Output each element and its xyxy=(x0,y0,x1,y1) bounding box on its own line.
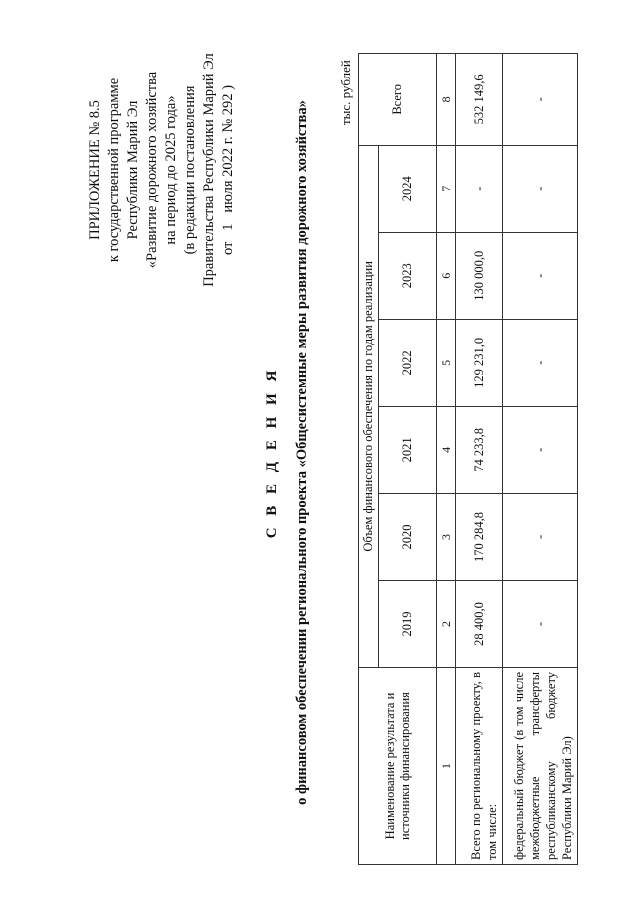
row-name: федеральный бюджет (в том числе межбюджетные трансферты республиканскому бюджету Республики Марий Эл) xyxy=(503,668,578,865)
row-value: 532 149,6 xyxy=(456,54,503,146)
column-index: 1 xyxy=(437,668,456,865)
appendix-line: Республики Марий Эл xyxy=(125,100,141,240)
row-value: 129 231,0 xyxy=(456,319,503,406)
header-year: 2024 xyxy=(379,145,437,232)
row-value: 28 400,0 xyxy=(456,580,503,667)
table-row xyxy=(503,54,578,865)
header-group-years: Объем финансового обеспечения по годам реализации xyxy=(359,145,379,667)
date-day: 1 xyxy=(220,223,236,231)
appendix-block xyxy=(86,20,238,320)
document-subtitle: о финансовом обеспечении регионального проекта «Общесистемные меры развития дорожного хозяйства» xyxy=(294,100,310,805)
row-name: Всего по региональному проекту, в том числе: xyxy=(456,668,503,865)
row-value: - xyxy=(503,406,578,493)
row-value: 170 284,8 xyxy=(456,493,503,580)
column-index: 3 xyxy=(437,493,456,580)
appendix-line: на период до 2025 года» xyxy=(163,95,179,245)
appendix-line: (в редакции постановления xyxy=(182,85,198,255)
header-year: 2019 xyxy=(379,580,437,667)
header-year: 2020 xyxy=(379,493,437,580)
resolution-number: 292 xyxy=(220,93,236,116)
header-year: 2021 xyxy=(379,406,437,493)
appendix-line: «Развитие дорожного хозяйства xyxy=(144,71,160,269)
column-index-row xyxy=(437,54,456,865)
table-row xyxy=(456,54,503,865)
date-suffix: ) xyxy=(220,84,236,90)
row-value: 74 233,8 xyxy=(456,406,503,493)
financing-table xyxy=(358,53,578,865)
header-year: 2022 xyxy=(379,319,437,406)
row-value: - xyxy=(503,232,578,319)
row-value: - xyxy=(503,319,578,406)
column-index: 5 xyxy=(437,319,456,406)
row-value: - xyxy=(503,54,578,146)
row-value: 130 000,0 xyxy=(456,232,503,319)
appendix-line: к государственной программе xyxy=(106,77,122,263)
row-value: - xyxy=(456,145,503,232)
header-name-column: Наименование результата и источники финансирования xyxy=(359,668,437,865)
row-value: - xyxy=(503,580,578,667)
appendix-line: Правительства Республики Марий Эл xyxy=(201,53,217,287)
header-total: Всего xyxy=(359,54,437,146)
date-prefix: от xyxy=(220,241,236,256)
document-title: С В Е Д Е Н И Я xyxy=(264,366,280,539)
column-index: 2 xyxy=(437,580,456,667)
row-value: - xyxy=(503,145,578,232)
row-value: - xyxy=(503,493,578,580)
appendix-number: ПРИЛОЖЕНИЕ № 8.5 xyxy=(87,100,103,240)
unit-label: тыс. рублей xyxy=(338,60,353,125)
appendix-date-line xyxy=(219,20,238,320)
header-year: 2023 xyxy=(379,232,437,319)
column-index: 6 xyxy=(437,232,456,319)
column-index: 8 xyxy=(437,54,456,146)
date-text: июля 2022 г. № xyxy=(220,118,236,213)
column-index: 7 xyxy=(437,145,456,232)
column-index: 4 xyxy=(437,406,456,493)
